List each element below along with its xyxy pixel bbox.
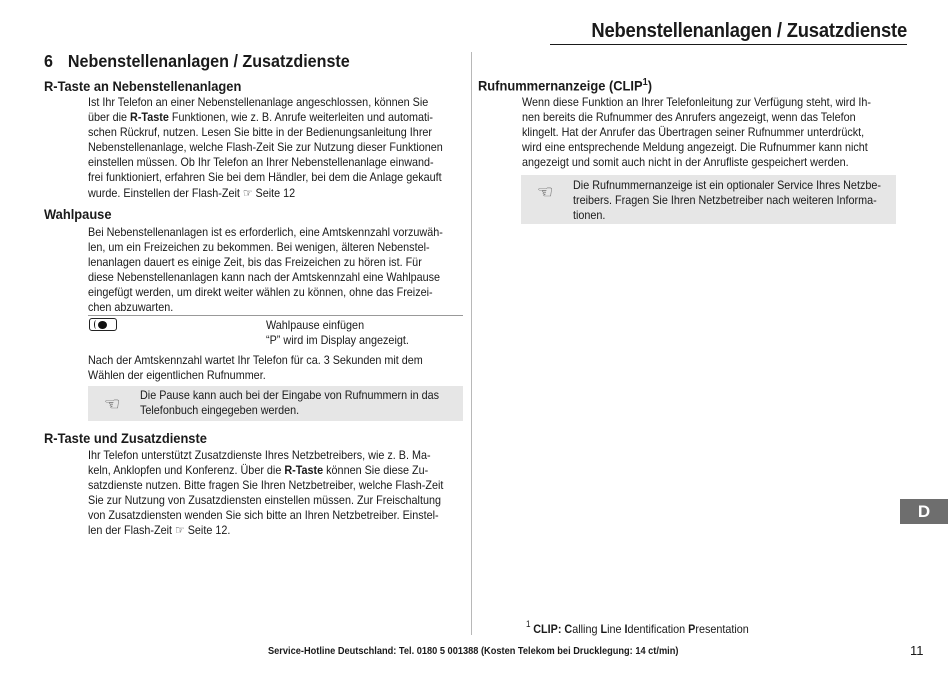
text-line: treibers. Fragen Sie Ihren Netzbetreiber nach weiteren Informa- [573, 193, 877, 208]
text-line: Nach der Amtskennzahl wartet Ihr Telefon für ca. 3 Sekunden mit dem [88, 353, 423, 367]
note-wahlpause [140, 388, 472, 418]
section-number: 6 [44, 51, 53, 71]
text-line: angezeigt und somit auch nicht in der Anrufliste gespeichert werden. [522, 155, 849, 170]
text-line: schen Rückruf, nutzen. Lesen Sie bitte in der Bedienungsanleitung Ihrer [88, 125, 433, 140]
text-line: von Zusatzdiensten wenden Sie sich bitte an Ihren Netzbetreiber. Einstel- [88, 508, 439, 523]
text-line: “P” wird im Display angezeigt. [266, 333, 409, 348]
hand-reference-icon: ☞ [242, 185, 253, 200]
text-line: satzdienste nutzen. Bitte fragen Sie Ihren Netzbetreiber, welche Flash-Zeit [88, 478, 444, 493]
paragraph-clip [522, 95, 910, 170]
language-tab-d: D [900, 499, 948, 524]
heading-r-taste-zusatz: R-Taste und Zusatzdienste [44, 430, 207, 446]
step-rule [88, 315, 463, 316]
text-line: klingelt. Hat der Anrufer das Übertragen seiner Rufnummer unterdrückt, [522, 125, 865, 140]
heading-clip: Rufnummernanzeige (CLIP$^1$) [478, 77, 653, 94]
text-line: nen bereits die Rufnummer des Anrufers angezeigt, wenn das Telefon [522, 110, 856, 125]
paragraph-wahlpause [88, 225, 482, 316]
note-clip [573, 178, 915, 223]
text-line: über die R-Taste Funktionen, wie z. B. Anrufe weiterleiten und automati- [88, 110, 433, 125]
text-line: diese Nebenstellenanlagen kann nach der Amtskennzahl eine Wahlpause [88, 270, 441, 285]
section-title-text: Nebenstellenanlagen / Zusatzdienste [67, 51, 350, 71]
text-line: keln, Anklopfen und Konferenz. Über die R-Taste können Sie diese Zu- [88, 463, 429, 478]
text-line: Sie zur Nutzung von Zusatzdiensten einstellen müssen. Zur Freischaltung [88, 493, 441, 508]
hand-reference-icon: ☞ [175, 523, 185, 538]
text-line: Wenn diese Funktion an Ihrer Telefonleitung zur Verfügung steht, wird Ih- [522, 95, 872, 109]
text-line: len der Flash-Zeit ☞ Seite 12. [88, 523, 231, 538]
hand-pointer-icon: ☜ [104, 394, 121, 414]
text-line: Telefonbuch eingegeben werden. [140, 403, 300, 418]
paragraph-r-taste-nebenstelle [88, 95, 482, 201]
text-line: chen abzuwarten. [88, 300, 174, 315]
text-line: wird eine entsprechende Meldung angezeigt. Die Rufnummer kann nicht [522, 140, 868, 155]
text-line: einstellen müssen. Ob Ihr Telefon an Ihrer Nebenstellenanlage einwand- [88, 155, 434, 170]
pause-key-icon [89, 318, 117, 331]
header-rule [550, 44, 907, 45]
text-line: Ihr Telefon unterstützt Zusatzdienste Ihres Netzbetreibers, wie z. B. Ma- [88, 448, 431, 462]
footer-hotline: Service-Hotline Deutschland: Tel. 0180 5 001388 (Kosten Telekom bei Drucklegung: 14 ct/min) [268, 645, 679, 657]
paragraph-wahlpause-after [88, 353, 460, 383]
text-line: Wahlpause einfügen [266, 318, 365, 332]
hand-pointer-icon: ☜ [537, 182, 554, 202]
running-header: Nebenstellenanlagen / Zusatzdienste [591, 20, 907, 42]
heading-wahlpause: Wahlpause [44, 206, 112, 222]
text-line: len, um ein Freizeichen zu bekommen. Bei wenigen, älteren Nebenstel- [88, 240, 430, 255]
text-line: tionen. [573, 208, 606, 223]
text-line: Ist Ihr Telefon an einer Nebenstellenanlage angeschlossen, können Sie [88, 95, 429, 109]
text-line: Die Rufnummernanzeige ist ein optionaler Service Ihres Netzbe- [573, 178, 881, 192]
heading-r-taste-nebenstelle: R-Taste an Nebenstellenanlagen [44, 78, 242, 94]
page-number: 11 [910, 643, 924, 658]
text-line: Wählen der eigentlichen Rufnummer. [88, 368, 266, 383]
text-line: Bei Nebenstellenanlagen ist es erforderlich, eine Amtskennzahl vorzuwäh- [88, 225, 443, 239]
step-description [266, 318, 425, 348]
text-line: lenanlagen dauert es einige Zeit, bis das Freizeichen zu hören ist. Für [88, 255, 422, 270]
text-line: frei funktioniert, erfahren Sie bei dem Händler, bei dem die Anlage gekauft [88, 170, 442, 185]
paragraph-r-taste-zusatz [88, 448, 483, 539]
text-line: eingefügt werden, um direkt weiter wählen zu können, ohne das Freizei- [88, 285, 433, 300]
footnote: $^1$ CLIP: Calling Line Identification Presentation [526, 619, 749, 636]
section-title [44, 51, 350, 72]
text-line: Nebenstellenanlage, welche Flash-Zeit Sie zur Nutzung dieser Funktionen [88, 140, 443, 155]
text-line: wurde. Einstellen der Flash-Zeit ☞ Seite 12 [88, 185, 296, 200]
text-line: Die Pause kann auch bei der Eingabe von Rufnummern in das [140, 388, 439, 402]
